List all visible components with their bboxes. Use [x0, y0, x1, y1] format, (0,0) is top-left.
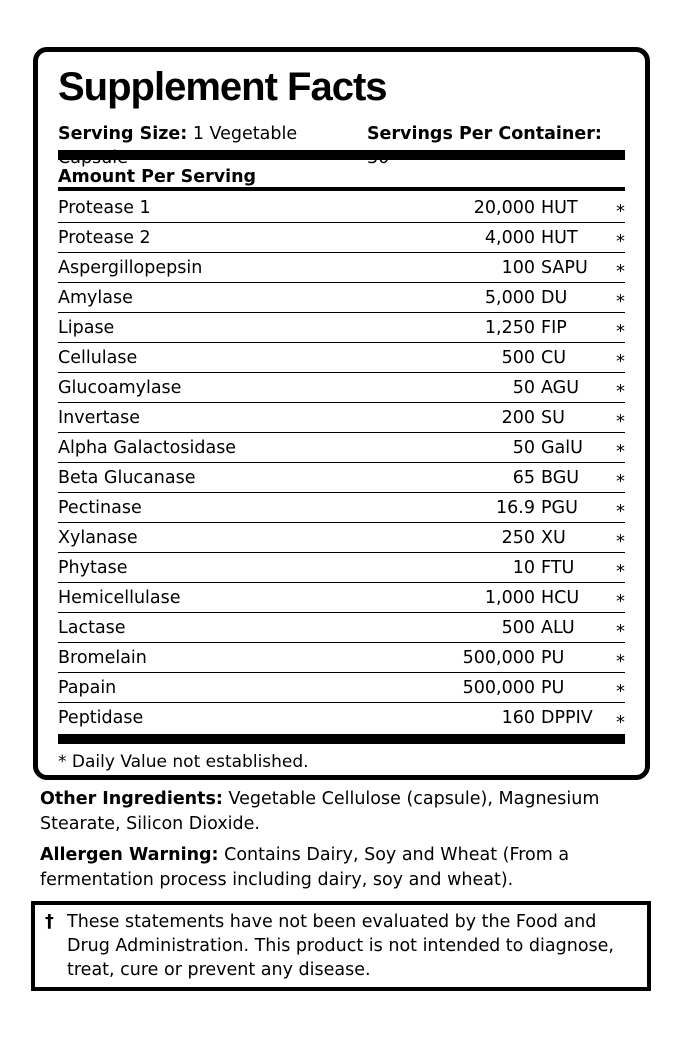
ingredient-unit: FIP	[541, 317, 567, 338]
daily-value-marker: *	[616, 231, 625, 252]
ingredient-name: Lactase	[58, 617, 126, 638]
ingredient-amount: 20,000	[473, 197, 535, 218]
other-ingredients-label: Other Ingredients:	[40, 789, 223, 809]
ingredient-name: Aspergillopepsin	[58, 257, 203, 278]
ingredient-amount: 50	[512, 437, 535, 458]
ingredient-table	[58, 193, 625, 733]
ingredient-amount: 100	[501, 257, 535, 278]
ingredient-name: Pectinase	[58, 497, 142, 518]
table-row	[58, 193, 625, 223]
dagger-symbol: †	[45, 912, 54, 932]
table-row	[58, 673, 625, 703]
ingredient-amount: 1,000	[484, 587, 535, 608]
ingredient-name: Phytase	[58, 557, 128, 578]
serving-size-label: Serving Size:	[58, 124, 188, 144]
daily-value-marker: *	[616, 201, 625, 222]
ingredient-unit: SU	[541, 407, 565, 428]
ingredient-amount: 500,000	[462, 677, 535, 698]
ingredient-unit: PGU	[541, 497, 578, 518]
table-row	[58, 283, 625, 313]
ingredient-amount: 500,000	[462, 647, 535, 668]
ingredient-unit: AGU	[541, 377, 580, 398]
ingredient-amount: 1,250	[484, 317, 535, 338]
fda-disclaimer	[31, 901, 651, 991]
ingredient-amount: 50	[512, 377, 535, 398]
ingredient-name: Hemicellulase	[58, 587, 181, 608]
daily-value-marker: *	[616, 441, 625, 462]
allergen-warning-label: Allergen Warning:	[40, 845, 219, 865]
daily-value-marker: *	[616, 651, 625, 672]
table-row	[58, 493, 625, 523]
daily-value-marker: *	[616, 501, 625, 522]
ingredient-name: Peptidase	[58, 708, 144, 728]
daily-value-marker: *	[616, 411, 625, 432]
table-row	[58, 343, 625, 373]
daily-value-marker: *	[616, 381, 625, 402]
daily-value-marker: *	[616, 711, 625, 733]
ingredient-unit: XU	[541, 527, 566, 548]
ingredient-unit: CU	[541, 347, 567, 368]
servings-per-container-label: Servings Per Container:	[366, 124, 602, 144]
amount-per-serving-header: Amount Per Serving	[58, 160, 625, 191]
ingredient-name: Alpha Galactosidase	[58, 437, 237, 458]
daily-value-marker: *	[616, 291, 625, 312]
table-row	[58, 313, 625, 343]
ingredient-unit: PU	[541, 677, 565, 698]
ingredient-amount: 500	[501, 347, 535, 368]
daily-value-marker: *	[616, 471, 625, 492]
ingredient-unit: BGU	[541, 467, 580, 488]
daily-value-marker: *	[616, 591, 625, 612]
allergen-warning	[40, 843, 650, 893]
ingredient-unit: ALU	[541, 617, 575, 638]
servings-per-container-value: 30	[366, 148, 390, 168]
table-row	[58, 403, 625, 433]
daily-value-marker: *	[616, 681, 625, 702]
ingredient-name: Cellulase	[58, 347, 138, 368]
ingredient-amount: 10	[512, 557, 535, 578]
daily-value-marker: *	[616, 321, 625, 342]
daily-value-footnote: * Daily Value not established.	[58, 752, 309, 772]
supplement-facts-panel	[33, 47, 650, 780]
ingredient-amount: 250	[501, 527, 535, 548]
daily-value-marker: *	[616, 561, 625, 582]
ingredient-amount: 200	[501, 407, 535, 428]
serving-size-value: 1 Vegetable Capsule	[58, 124, 298, 168]
ingredient-unit: SAPU	[541, 257, 588, 278]
ingredient-name: Bromelain	[58, 647, 147, 668]
ingredient-amount: 160	[501, 708, 535, 728]
table-row	[58, 643, 625, 673]
ingredient-unit: HUT	[541, 227, 578, 248]
ingredient-unit: DU	[541, 287, 568, 308]
daily-value-marker: *	[616, 621, 625, 642]
other-ingredients-text: Vegetable Cellulose (capsule), Magnesium Stearate, Silicon Dioxide.	[40, 789, 600, 834]
allergen-warning-text: Contains Dairy, Soy and Wheat (From a fermentation process including dairy, soy and wheat).	[40, 845, 570, 890]
ingredient-unit: HUT	[541, 197, 578, 218]
table-row	[58, 523, 625, 553]
ingredient-name: Glucoamylase	[58, 377, 182, 398]
table-row	[58, 433, 625, 463]
ingredient-name: Protease 2	[58, 227, 151, 248]
table-row	[58, 253, 625, 283]
ingredient-unit: GalU	[541, 437, 583, 458]
ingredient-amount: 500	[501, 617, 535, 638]
ingredient-amount: 5,000	[484, 287, 535, 308]
table-row	[58, 463, 625, 493]
divider	[58, 734, 625, 744]
table-row	[58, 583, 625, 613]
ingredient-amount: 4,000	[484, 227, 535, 248]
serving-info	[58, 122, 625, 168]
ingredient-name: Beta Glucanase	[58, 467, 196, 488]
table-row	[58, 373, 625, 403]
ingredient-name: Lipase	[58, 317, 115, 338]
page-title: Supplement Facts	[58, 65, 387, 109]
other-ingredients	[40, 787, 650, 837]
daily-value-marker: *	[616, 351, 625, 372]
ingredient-amount: 16.9	[496, 497, 535, 518]
ingredient-unit: DPPIV	[541, 708, 593, 728]
ingredient-name: Xylanase	[58, 527, 138, 548]
ingredient-unit: PU	[541, 647, 565, 668]
ingredient-unit: HCU	[541, 587, 580, 608]
ingredient-name: Papain	[58, 677, 117, 698]
table-row	[58, 223, 625, 253]
table-row	[58, 613, 625, 643]
servings-per-container	[367, 122, 625, 170]
disclaimer-text: These statements have not been evaluated by the Food and Drug Administration. This product is not intended to diagnose, treat, cure or prevent any disease.	[67, 912, 614, 980]
ingredient-name: Protease 1	[58, 197, 151, 218]
ingredient-amount: 65	[512, 467, 535, 488]
table-row	[58, 703, 625, 733]
daily-value-marker: *	[616, 261, 625, 282]
table-row	[58, 553, 625, 583]
ingredient-name: Invertase	[58, 407, 141, 428]
ingredient-name: Amylase	[58, 287, 133, 308]
ingredient-unit: FTU	[541, 557, 575, 578]
daily-value-marker: *	[616, 531, 625, 552]
